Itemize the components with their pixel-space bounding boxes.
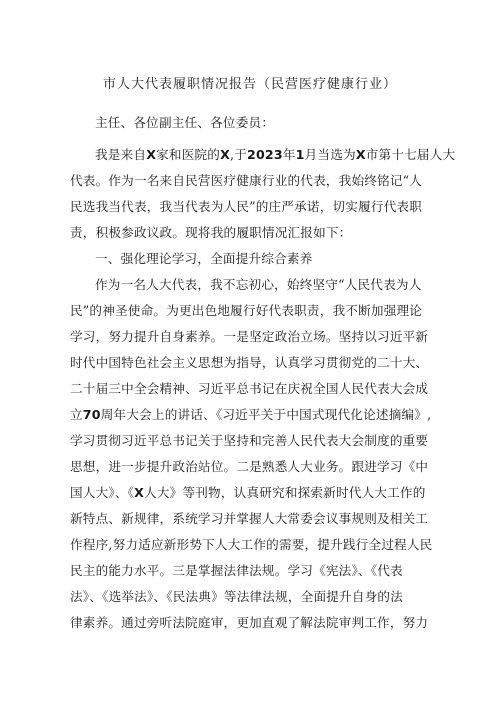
- text-span: ,于: [230, 147, 247, 162]
- bold-span: 70: [82, 407, 101, 422]
- paragraph-line: 学习，努力提升自身素养。一是坚定政治立场。坚持以习近平新: [70, 329, 429, 344]
- bold-span: X: [146, 147, 157, 162]
- greeting-line: 主任、各位副主任、各位委员：: [95, 115, 275, 130]
- text-span: 月当选为: [304, 147, 356, 162]
- text-span: 人大》等刊物，认真研究和探索新时代人大工作的: [144, 485, 426, 500]
- text-span: 我是来自: [95, 147, 147, 162]
- bold-span: X: [355, 147, 366, 162]
- paragraph-line: 代表。作为一名来自民营医疗健康行业的代表，我始终铭记“人: [70, 173, 423, 188]
- text-span: 立: [70, 407, 83, 422]
- bold-span: X: [134, 485, 145, 500]
- paragraph-line: 学习贯彻习近平总书记关于坚持和完善人民代表大会制度的重要: [70, 433, 429, 448]
- paragraph-line: 责，积极参政议政。现将我的履职情况汇报如下：: [70, 225, 352, 240]
- text-span: 年: [282, 147, 296, 162]
- bold-span: 2023: [247, 147, 283, 162]
- paragraph-line: [95, 146, 475, 164]
- text-span: 周年大会上的讲话、《习近平关于中国式现代化论述摘编》,: [100, 407, 432, 422]
- paragraph-line: 法》、《选举法》、《民法典》等法律法规，全面提升自身的法: [70, 589, 404, 604]
- paragraph-line: 二十届三中全会精神、习近平总书记在庆祝全国人民代表大会成: [70, 381, 429, 396]
- paragraph-line: 作为一名人大代表，我不忘初心，始终坚守“人民代表为人: [95, 277, 422, 292]
- paragraph-line: [70, 484, 480, 502]
- section-heading: 一、强化理论学习，全面提升综合素养: [95, 251, 313, 266]
- paragraph-line: 思想，进一步提升政治站位。二是熟悉人大业务。跟进学习《中: [70, 459, 429, 474]
- text-span: 市第十七届人大: [365, 147, 456, 162]
- bold-span: 1: [295, 147, 305, 162]
- bold-span: X: [220, 147, 230, 162]
- paragraph-line: 新特点、新规律，系统学习并掌握人大常委会议事规则及相关工: [70, 511, 429, 526]
- paragraph-line: 民选我当代表，我当代表为人民”的庄严承诺，切实履行代表职: [70, 199, 423, 214]
- paragraph-line: 律素养。通过旁听法院庭审，更加直观了解法院审判工作，努力: [70, 615, 429, 630]
- paragraph-line: [70, 406, 480, 424]
- document-title: 市人大代表履职情况报告（民营医疗健康行业）: [102, 77, 397, 92]
- paragraph-line: 民主的能力水平。三是掌握法律法规。学习《宪法》、《代表: [70, 563, 403, 578]
- text-span: 国人大》、《: [70, 485, 135, 500]
- paragraph-line: 作程序,努力适应新形势下人大工作的需要，提升践行全过程人民: [70, 537, 433, 552]
- paragraph-line: 时代中国特色社会主义思想为指导，认真学习贯彻党的二十大、: [70, 355, 429, 370]
- text-span: 家和医院的: [156, 147, 221, 162]
- paragraph-line: 民”的神圣使命。为更出色地履行好代表职责，我不断加强理论: [70, 303, 423, 318]
